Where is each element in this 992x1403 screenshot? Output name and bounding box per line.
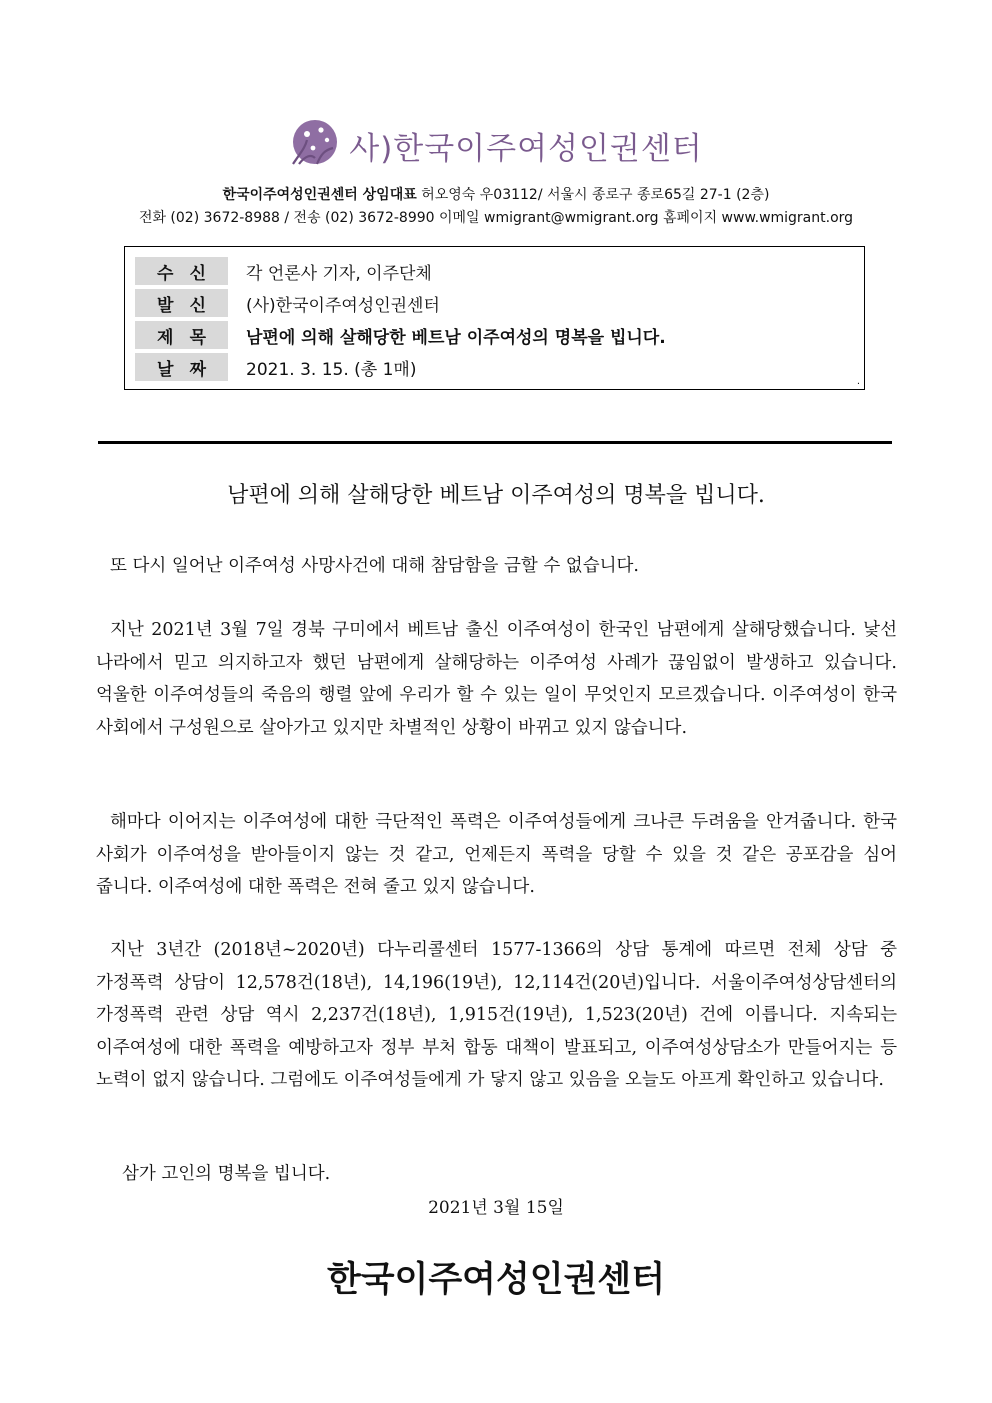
info-row-sender bbox=[135, 289, 440, 317]
press-info-box bbox=[124, 246, 865, 390]
logo-emblem-icon bbox=[289, 118, 343, 173]
info-row-recipient bbox=[135, 257, 432, 285]
info-value: 남편에 의해 살해당한 베트남 이주여성의 명복을 빕니다. bbox=[246, 327, 666, 348]
org-contact-line: 전화 (02) 3672-8988 / 전송 (02) 3672-8990 이메일 wmigrant@wmigrant.org 홈페이지 www.wmigrant.org bbox=[138, 210, 854, 226]
org-representative: 한국이주여성인권센터 상임대표 bbox=[222, 187, 417, 203]
info-label: 수 신 bbox=[135, 257, 228, 285]
logo-text: 사)한국이주여성인권센터 bbox=[349, 131, 703, 167]
body-paragraph: 지난 2021년 3월 7일 경북 구미에서 베트남 출신 이주여성이 한국인 남편에게 살해당했습니다. 낯선 나라에서 믿고 의지하고자 했던 남편에게 살해당하는 이주여성 사례가 끊임없이 발생하고 있습니다. 억울한 이주여성들의 죽음의 행렬 앞에 우리가 할 수 있는 일이 무엇인지 모르겠습니다. 이주여성이 한국 사회에서 구성원으로 살아가고 있지만 차별적인 상황이 바뀌고 있지 않습니다. bbox=[96, 620, 897, 738]
info-row-date bbox=[135, 353, 416, 381]
box-mark: . bbox=[856, 376, 860, 387]
document-title: 남편에 의해 살해당한 베트남 이주여성의 명복을 빕니다. bbox=[227, 483, 765, 508]
info-value: 각 언론사 기자, 이주단체 bbox=[246, 263, 432, 284]
info-row-subject bbox=[135, 321, 666, 349]
info-value: (사)한국이주여성인권센터 bbox=[246, 295, 440, 316]
document-date: 2021년 3월 15일 bbox=[428, 1198, 564, 1218]
info-label: 발 신 bbox=[135, 289, 228, 317]
org-address: 허오영숙 우03112/ 서울시 종로구 종로65길 27-1 (2층) bbox=[421, 187, 770, 203]
org-address-line bbox=[0, 184, 992, 204]
signature-org: 한국이주여성인권센터 bbox=[326, 1260, 666, 1300]
body-paragraph: 또 다시 일어난 이주여성 사망사건에 대해 참담함을 금할 수 없습니다. bbox=[110, 556, 639, 576]
info-label: 제 목 bbox=[135, 321, 228, 349]
closing-sentence: 삼가 고인의 명복을 빕니다. bbox=[122, 1164, 331, 1184]
body-paragraph: 지난 3년간 (2018년~2020년) 다누리콜센터 1577-1366의 상담 통계에 따르면 전체 상담 중 가정폭력 상담이 12,578건(18년), 14,196(19년), 12,114건(20년)입니다. 서울이주여성상담센터의 가정폭력 관련 상담 역시 2,237건(18년), 1,915건(19년), 1,523(20년) 건에 이릅니다. 지속되는 이주여성에 대한 폭력을 예방하고자 정부 부처 합동 대책이 발표되고, 이주여성상담소가 만들어지는 등 노력이 없지 않습니다. 그럼에도 이주여성들에게 가 닿지 않고 있음을 오늘도 아프게 확인하고 있습니다. bbox=[96, 940, 897, 1090]
letterhead-logo bbox=[0, 118, 992, 174]
section-divider bbox=[98, 441, 892, 444]
info-value: 2021. 3. 15. (총 1매) bbox=[246, 359, 417, 380]
info-label: 날 짜 bbox=[135, 353, 228, 381]
body-paragraph: 해마다 이어지는 이주여성에 대한 극단적인 폭력은 이주여성들에게 크나큰 두려움을 안겨줍니다. 한국 사회가 이주여성을 받아들이지 않는 것 같고, 언제든지 폭력을 당할 수 있을 것 같은 공포감을 심어 줍니다. 이주여성에 대한 폭력은 전혀 줄고 있지 않습니다. bbox=[96, 812, 897, 897]
